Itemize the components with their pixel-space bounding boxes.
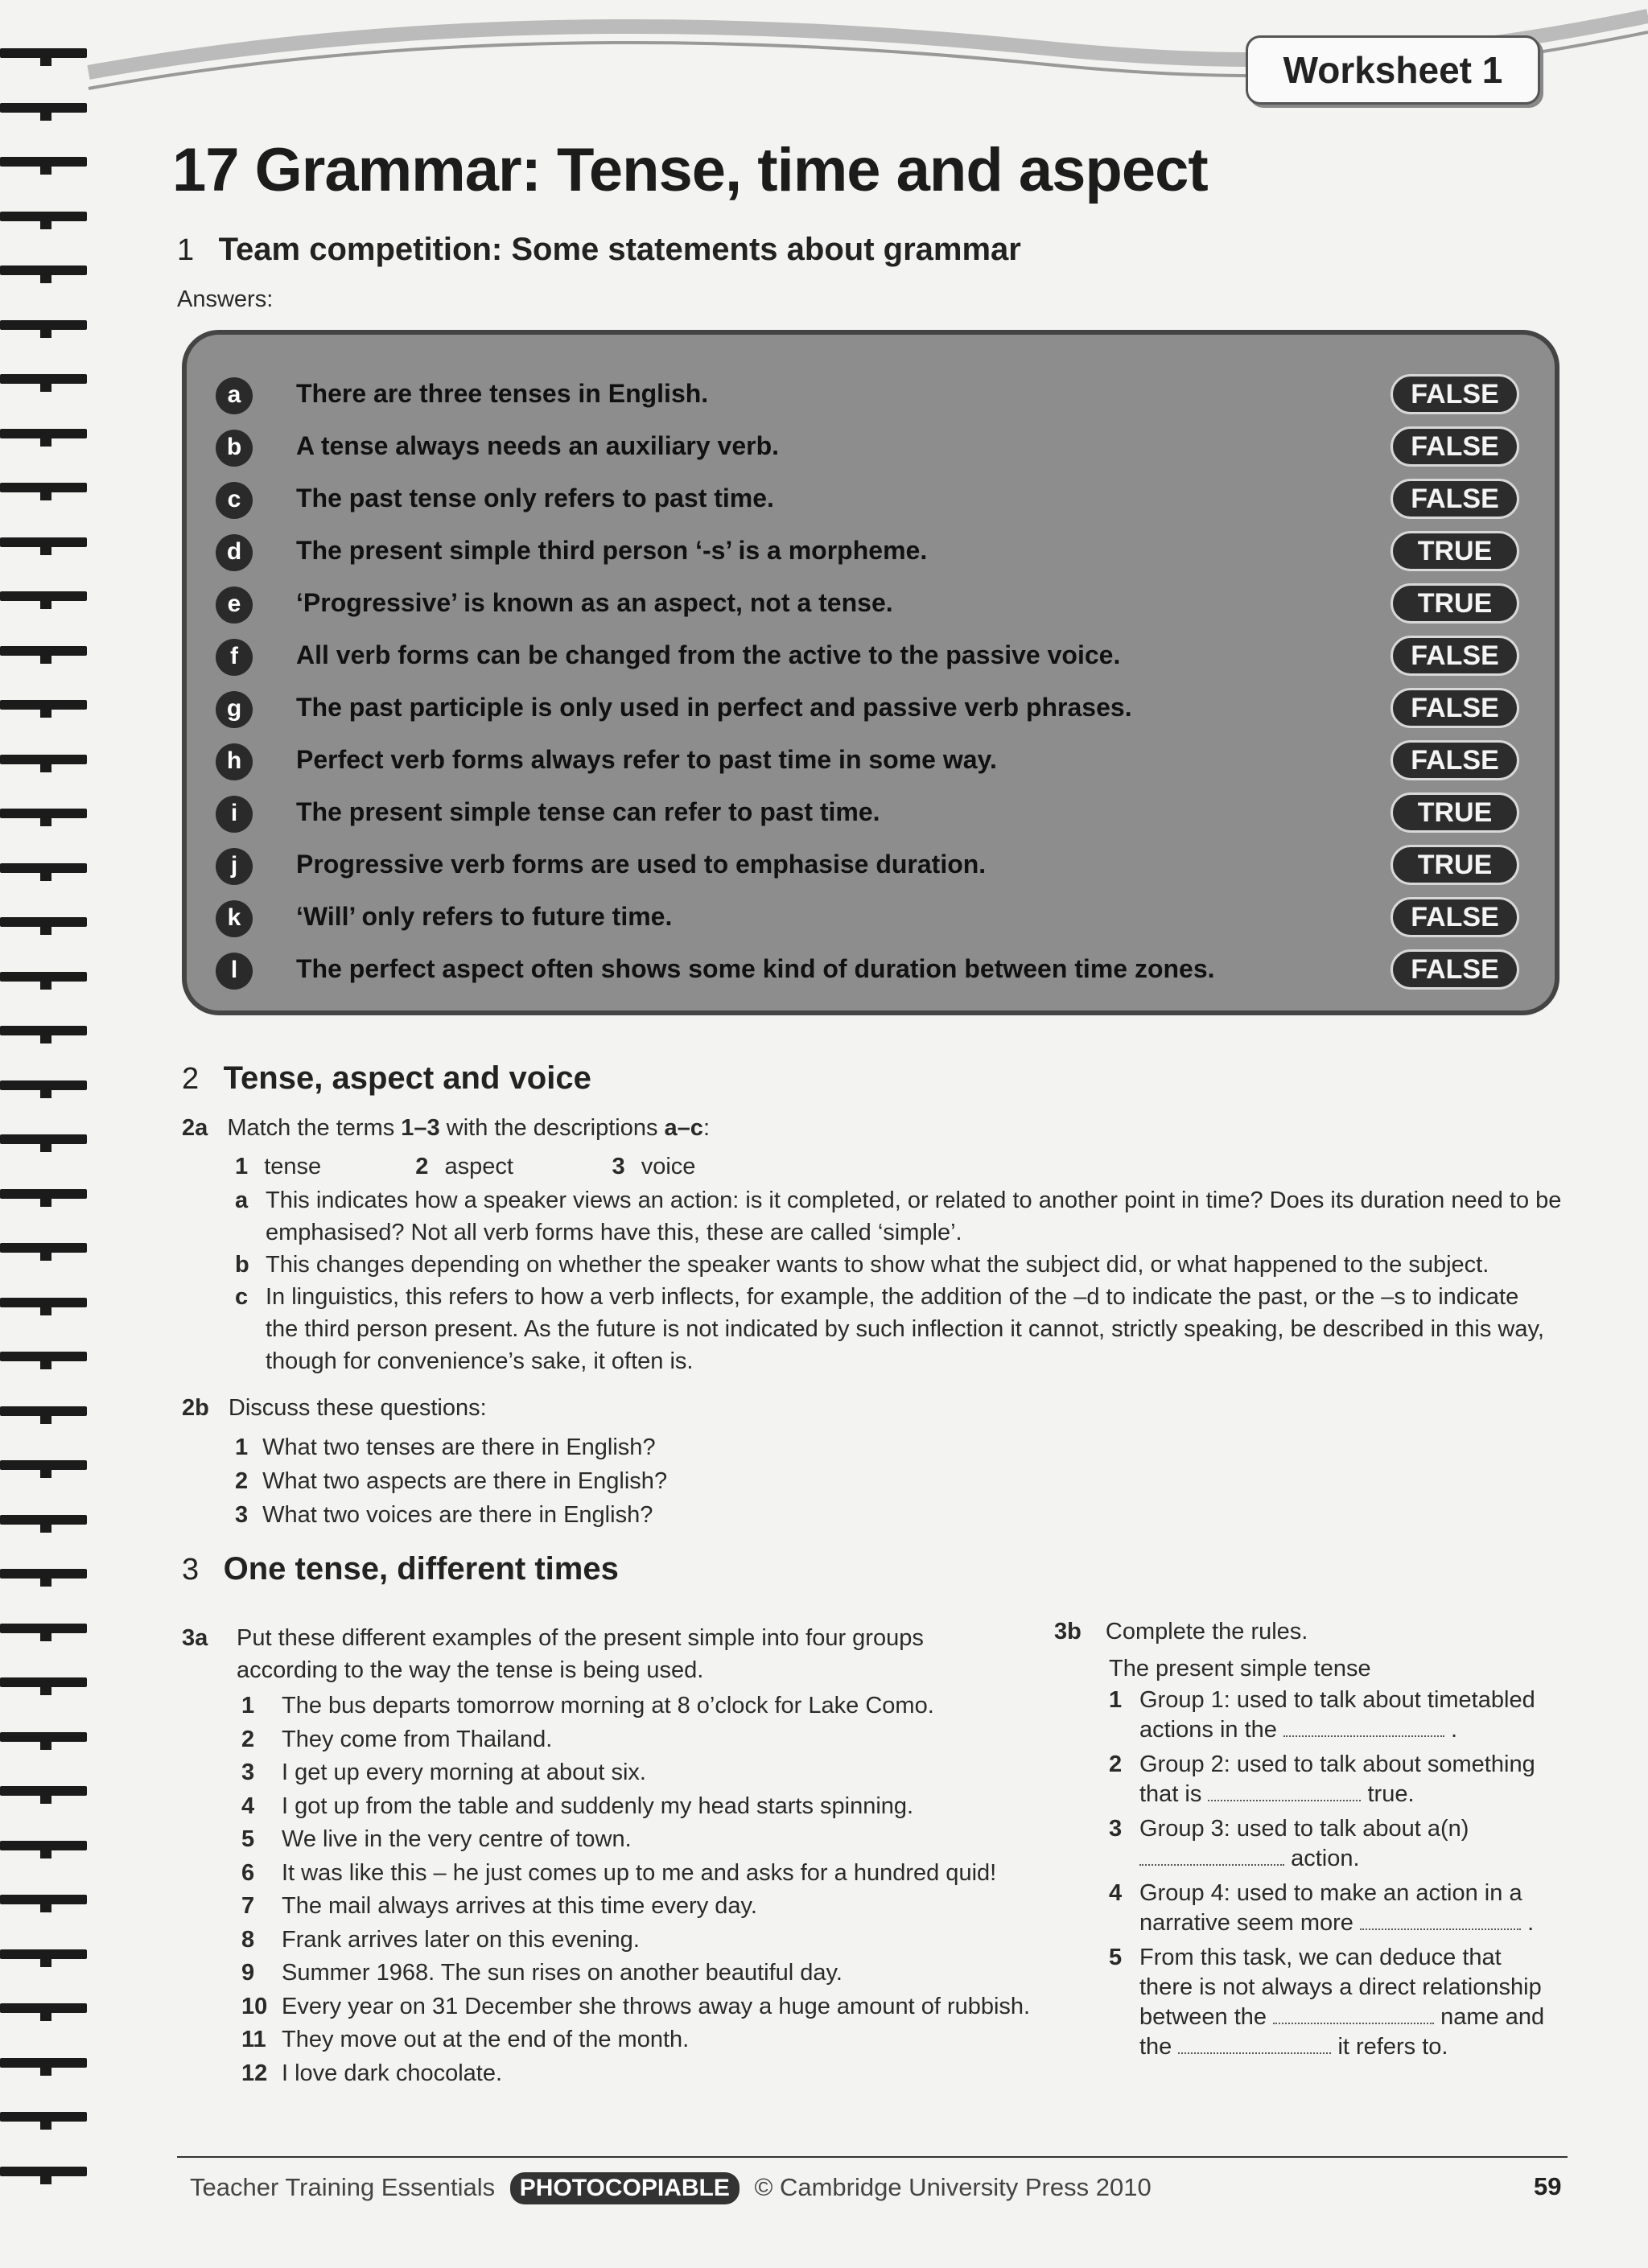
rule-text: Group 4: used to make an action in a <box>1139 1880 1522 1906</box>
q2a <box>182 1115 1598 1142</box>
q3b <box>1054 1619 1308 1645</box>
answer-row <box>216 739 1519 784</box>
example-text: The mail always arrives at this time every day. <box>282 1893 757 1919</box>
section1-title: Team competition: Some statements about grammar <box>218 232 1021 267</box>
rule-number: 3 <box>1109 1816 1123 1842</box>
answer-badge: FALSE <box>1390 688 1519 728</box>
q3b-rules <box>1109 1686 1559 2062</box>
rule-text: From this task, we can deduce that <box>1139 1945 1502 1970</box>
section1-heading <box>177 232 1021 268</box>
rule-text: name and <box>1440 2004 1545 2030</box>
q3b-instruction: Complete the rules. <box>1105 1619 1308 1644</box>
answer-letter-badge: d <box>216 534 253 571</box>
example-number: 12 <box>241 2060 268 2086</box>
answer-letter-badge: b <box>216 430 253 467</box>
example-item <box>241 1857 1030 1891</box>
page-number: 59 <box>1534 2172 1562 2200</box>
answer-letter-badge: g <box>216 691 253 728</box>
rule-number: 4 <box>1109 1880 1123 1906</box>
answer-badge: FALSE <box>1390 479 1519 519</box>
answer-badge: TRUE <box>1390 531 1519 571</box>
q2a-label: 2a <box>182 1115 208 1141</box>
term-text: voice <box>641 1154 696 1179</box>
example-item <box>241 1690 1030 1723</box>
example-item <box>241 1823 1030 1857</box>
blank-line[interactable] <box>1273 2003 1434 2024</box>
rule-text: between the <box>1139 2004 1267 2030</box>
answer-statement: ‘Will’ only refers to future time. <box>296 902 673 931</box>
answer-badge: FALSE <box>1390 426 1519 467</box>
footer-book-title: Teacher Training Essentials <box>190 2173 496 2201</box>
section2-title: Tense, aspect and voice <box>223 1060 591 1096</box>
rule-number: 5 <box>1109 1945 1123 1970</box>
example-number: 8 <box>241 1926 255 1953</box>
example-number: 4 <box>241 1793 255 1819</box>
example-number: 3 <box>241 1760 255 1785</box>
answer-letter-badge: j <box>216 848 253 885</box>
answer-letter-badge: f <box>216 639 253 676</box>
example-text: Every year on 31 December she throws away a huge amount of rubbish. <box>282 1993 1031 2019</box>
example-item <box>241 1924 1030 1957</box>
q2b-questions <box>235 1430 667 1532</box>
question-number: 3 <box>235 1502 249 1528</box>
answer-badge: FALSE <box>1390 740 1519 780</box>
answer-statement: The past tense only refers to past time. <box>296 484 774 512</box>
rule-text: . <box>1451 1717 1458 1743</box>
example-item <box>241 2023 1030 2057</box>
term-text: tense <box>264 1154 322 1179</box>
example-number: 10 <box>241 1993 268 2019</box>
question-text: What two aspects are there in English? <box>262 1468 668 1494</box>
example-number: 1 <box>241 1693 255 1718</box>
answer-row <box>216 948 1519 993</box>
footer <box>190 2172 1152 2204</box>
q3a-instruction: Put these different examples of the present simple into four groups <box>237 1625 924 1651</box>
q2a-instruction-bold: 1–3 <box>401 1115 440 1141</box>
answer-badge: FALSE <box>1390 897 1519 937</box>
rule-text: true. <box>1367 1781 1415 1807</box>
q3b-subtitle: The present simple tense <box>1109 1656 1371 1681</box>
answer-letter-badge: k <box>216 900 253 937</box>
blank-line[interactable] <box>1283 1716 1444 1737</box>
q3a-instruction: according to the way the tense is being used. <box>237 1657 704 1683</box>
spiral-binding <box>0 48 97 2237</box>
example-number: 2 <box>241 1726 255 1752</box>
answer-row <box>216 477 1519 522</box>
q2b-instruction: Discuss these questions: <box>228 1395 487 1421</box>
question-item <box>235 1498 667 1532</box>
q2a-instruction: Match the terms <box>227 1115 402 1141</box>
answer-badge: TRUE <box>1390 845 1519 885</box>
answer-badge: FALSE <box>1390 636 1519 676</box>
answer-statement: The past participle is only used in perfect and passive verb phrases. <box>296 693 1132 722</box>
description-letter: a <box>235 1188 249 1213</box>
q3a-examples <box>241 1690 1030 2090</box>
example-text: We live in the very centre of town. <box>282 1826 632 1852</box>
description-line: This indicates how a speaker views an action: is it completed, or related to another point in time? Does its duration need to be <box>266 1188 1562 1213</box>
blank-line[interactable] <box>1139 1845 1284 1866</box>
answer-badge: TRUE <box>1390 792 1519 833</box>
answer-statement: ‘Progressive’ is known as an aspect, not a tense. <box>296 588 893 617</box>
rule-text: the <box>1139 2034 1172 2060</box>
answer-badge: FALSE <box>1390 949 1519 990</box>
answer-row <box>216 582 1519 627</box>
rule-text: Group 3: used to talk about a(n) <box>1139 1816 1469 1842</box>
answer-statement: The present simple third person ‘-s’ is a morpheme. <box>296 536 928 565</box>
answer-row <box>216 425 1519 470</box>
blank-line[interactable] <box>1208 1780 1361 1801</box>
example-item <box>241 1756 1030 1790</box>
example-number: 6 <box>241 1859 255 1886</box>
term-number: 3 <box>612 1154 625 1179</box>
question-text: What two tenses are there in English? <box>262 1434 656 1460</box>
description-line: the third person present. As the future is not indicated by such inflection it cannot, strictly speaking, be described in this way, <box>266 1316 1544 1342</box>
answer-statement: There are three tenses in English. <box>296 379 709 408</box>
q2a-description <box>235 1281 1603 1377</box>
answer-row <box>216 686 1519 731</box>
example-item <box>241 1890 1030 1924</box>
rule-number: 2 <box>1109 1751 1123 1777</box>
answer-statement: Perfect verb forms always refer to past time in some way. <box>296 745 997 774</box>
description-letter: b <box>235 1252 249 1278</box>
answer-row <box>216 373 1519 418</box>
example-text: Frank arrives later on this evening. <box>282 1926 640 1953</box>
rule-text: action. <box>1291 1846 1360 1871</box>
example-text: Summer 1968. The sun rises on another beautiful day. <box>282 1960 843 1986</box>
rule-text: Group 2: used to talk about something <box>1139 1751 1535 1777</box>
example-item <box>241 1957 1030 1990</box>
example-number: 7 <box>241 1893 255 1919</box>
q2a-instruction: : <box>702 1115 710 1141</box>
q2a-instruction-bold: a–c <box>664 1115 703 1141</box>
worksheet-tab: Worksheet 1 <box>1246 35 1540 105</box>
answer-row <box>216 529 1519 574</box>
example-item <box>241 1723 1030 1757</box>
answer-row <box>216 843 1519 888</box>
term-number: 2 <box>415 1154 429 1179</box>
rule-text: Group 1: used to talk about timetabled <box>1139 1687 1535 1713</box>
answer-badge: FALSE <box>1390 374 1519 414</box>
rule-item <box>1109 1750 1559 1809</box>
section1-number: 1 <box>177 233 195 267</box>
section2-heading <box>182 1060 591 1097</box>
section3-heading <box>182 1551 619 1587</box>
example-item <box>241 1790 1030 1824</box>
example-number: 9 <box>241 1960 255 1986</box>
rule-item <box>1109 1814 1559 1874</box>
section3-number: 3 <box>182 1553 200 1587</box>
answer-letter-badge: a <box>216 377 253 414</box>
q2a-terms <box>235 1154 695 1180</box>
example-number: 5 <box>241 1826 255 1852</box>
section2-number: 2 <box>182 1062 200 1096</box>
rule-item <box>1109 1879 1559 1938</box>
answer-letter-badge: l <box>216 953 253 990</box>
rule-text: it refers to. <box>1337 2034 1448 2060</box>
blank-line[interactable] <box>1360 1909 1521 1930</box>
example-text: I get up every morning at about six. <box>282 1760 646 1785</box>
q2a-description <box>235 1184 1603 1249</box>
term-number: 1 <box>235 1154 249 1179</box>
question-number: 2 <box>235 1468 249 1494</box>
page-title: 17 Grammar: Tense, time and aspect <box>172 136 1208 204</box>
rule-text: that is <box>1139 1781 1202 1807</box>
description-line: In linguistics, this refers to how a verb inflects, for example, the addition of the –d to indicate the past, or the –s to indicate <box>266 1284 1519 1310</box>
answer-row <box>216 634 1519 679</box>
description-line: emphasised? Not all verb forms have this, these are called ‘simple’. <box>266 1220 962 1245</box>
answer-statement: Progressive verb forms are used to emphasise duration. <box>296 850 987 879</box>
rule-text: actions in the <box>1139 1717 1277 1743</box>
example-number: 11 <box>241 2027 266 2052</box>
description-line: This changes depending on whether the speaker wants to show what the subject did, or what happened to the subject. <box>266 1252 1489 1278</box>
answer-letter-badge: e <box>216 587 253 624</box>
answer-letter-badge: i <box>216 796 253 833</box>
answer-row <box>216 791 1519 836</box>
question-text: What two voices are there in English? <box>262 1502 653 1528</box>
q3b-label: 3b <box>1054 1619 1082 1644</box>
answer-statement: A tense always needs an auxiliary verb. <box>296 431 779 460</box>
term-text: aspect <box>444 1154 513 1179</box>
example-text: I got up from the table and suddenly my head starts spinning. <box>282 1793 914 1819</box>
example-text: The bus departs tomorrow morning at 8 o’clock for Lake Como. <box>282 1693 934 1718</box>
question-item <box>235 1430 667 1464</box>
rule-text: there is not always a direct relationship <box>1139 1974 1542 2000</box>
description-letter: c <box>235 1284 249 1310</box>
q3a-label: 3a <box>182 1625 208 1651</box>
answer-statement: All verb forms can be changed from the active to the passive voice. <box>296 640 1121 669</box>
answer-letter-badge: h <box>216 743 253 780</box>
description-line: though for convenience’s sake, it often is. <box>266 1348 694 1374</box>
example-text: They come from Thailand. <box>282 1726 553 1752</box>
answers-label: Answers: <box>177 286 274 312</box>
photocopiable-badge: PHOTOCOPIABLE <box>510 2172 740 2204</box>
footer-divider <box>177 2156 1568 2158</box>
answer-statement: The present simple tense can refer to past time. <box>296 797 880 826</box>
answer-badge: TRUE <box>1390 583 1519 624</box>
rule-text: narrative seem more <box>1139 1910 1353 1936</box>
rule-text: . <box>1527 1910 1535 1936</box>
footer-copyright: © Cambridge University Press 2010 <box>754 2173 1152 2201</box>
q2b-label: 2b <box>182 1395 209 1421</box>
rule-item <box>1109 1686 1559 1745</box>
q3a <box>182 1622 924 1686</box>
example-text: They move out at the end of the month. <box>282 2027 690 2052</box>
example-item <box>241 1990 1030 2024</box>
rule-number: 1 <box>1109 1687 1123 1713</box>
example-text: It was like this – he just comes up to me and asks for a hundred quid! <box>282 1859 997 1886</box>
example-text: I love dark chocolate. <box>282 2060 503 2086</box>
example-item <box>241 2057 1030 2091</box>
q2a-instruction: with the descriptions <box>439 1115 665 1141</box>
answer-row <box>216 895 1519 941</box>
q2a-description <box>235 1249 1603 1281</box>
answer-letter-badge: c <box>216 482 253 519</box>
q2b <box>182 1395 487 1422</box>
answer-statement: The perfect aspect often shows some kind of duration between time zones. <box>296 954 1215 983</box>
rule-item <box>1109 1943 1559 2062</box>
question-number: 1 <box>235 1434 249 1460</box>
section3-title: One tense, different times <box>223 1551 619 1587</box>
blank-line[interactable] <box>1178 2033 1331 2054</box>
question-item <box>235 1464 667 1498</box>
